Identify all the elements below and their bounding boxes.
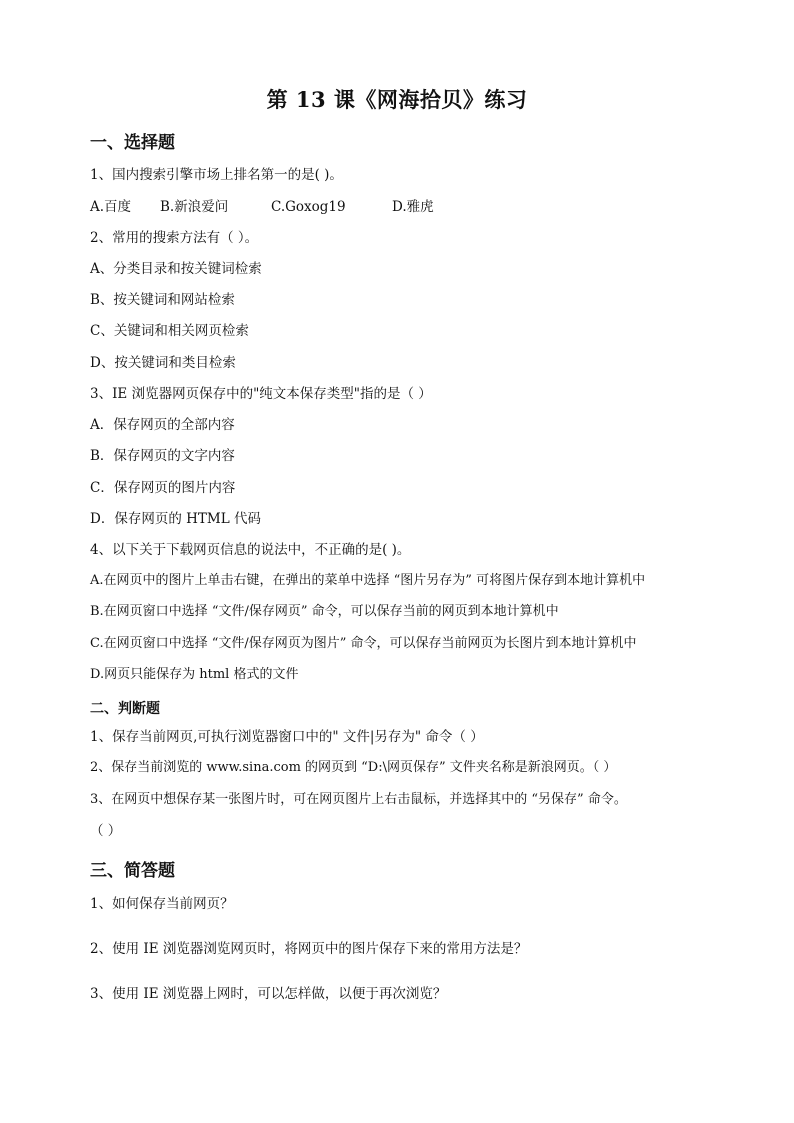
question-4: 4、以下关于下载网页信息的说法中，不正确的是( )。 bbox=[90, 542, 411, 558]
option-b: B．保存网页的文字内容 bbox=[90, 448, 235, 464]
judgment-item-1: 1、保存当前网页,可执行浏览器窗口中的" 文件|另存为" 命令（ ） bbox=[90, 729, 484, 745]
option-a: A．保存网页的全部内容 bbox=[90, 417, 235, 433]
question-3: 3、IE 浏览器网页保存中的"纯文本保存类型"指的是（ ） bbox=[90, 386, 432, 402]
option-d: D．保存网页的 HTML 代码 bbox=[90, 511, 261, 527]
option-b: B.新浪爱问 bbox=[160, 199, 229, 215]
short-answer-1: 1、如何保存当前网页？ bbox=[90, 896, 234, 912]
option-d: D、按关键词和类目检索 bbox=[90, 355, 236, 371]
option-c: C．保存网页的图片内容 bbox=[90, 480, 236, 496]
question-1: 1、国内搜索引擎市场上排名第一的是( )。 bbox=[90, 167, 343, 183]
option-a: A.百度 bbox=[90, 199, 132, 215]
option-d: D.雅虎 bbox=[392, 199, 434, 215]
section-heading-judgment: 二、判断题 bbox=[90, 701, 160, 717]
question-2: 2、常用的搜索方法有（ ）。 bbox=[90, 230, 259, 246]
option-d: D.网页只能保存为 html 格式的文件 bbox=[90, 667, 299, 682]
option-c: C.Goxog19 bbox=[271, 199, 346, 215]
section-heading-choice: 一、选择题 bbox=[90, 133, 175, 153]
judgment-item-2: 2、保存当前浏览的 www.sina.com 的网页到 “D:\网页保存” 文件夹名称是新浪网页。（ ） bbox=[90, 760, 617, 775]
option-c: C.在网页窗口中选择 “文件/保存网页为图片” 命令，可以保存当前网页为长图片到本地计算机中 bbox=[90, 636, 637, 651]
option-b: B、按关键词和网站检索 bbox=[90, 292, 235, 308]
option-a: A、分类目录和按关键词检索 bbox=[90, 261, 262, 277]
judgment-item-3-blank: （ ） bbox=[90, 823, 122, 839]
page-title: 第 13 课《网海拾贝》练习 bbox=[266, 87, 528, 112]
judgment-item-3: 3、在网页中想保存某一张图片时，可在网页图片上右击鼠标，并选择其中的 “另保存” 命令。 bbox=[90, 792, 627, 807]
section-heading-short-answer: 三、简答题 bbox=[90, 861, 175, 881]
option-b: B.在网页窗口中选择 “文件/保存网页” 命令，可以保存当前的网页到本地计算机中 bbox=[90, 604, 559, 619]
short-answer-2: 2、使用 IE 浏览器浏览网页时，将网页中的图片保存下来的常用方法是？ bbox=[90, 941, 528, 957]
option-c: C、关键词和相关网页检索 bbox=[90, 323, 249, 339]
question-1-options bbox=[90, 198, 490, 216]
short-answer-3: 3、使用 IE 浏览器上网时，可以怎样做，以便于再次浏览？ bbox=[90, 986, 447, 1002]
option-a: A.在网页中的图片上单击右键，在弹出的菜单中选择 “图片另存为” 可将图片保存到本地计算机中 bbox=[90, 573, 646, 588]
